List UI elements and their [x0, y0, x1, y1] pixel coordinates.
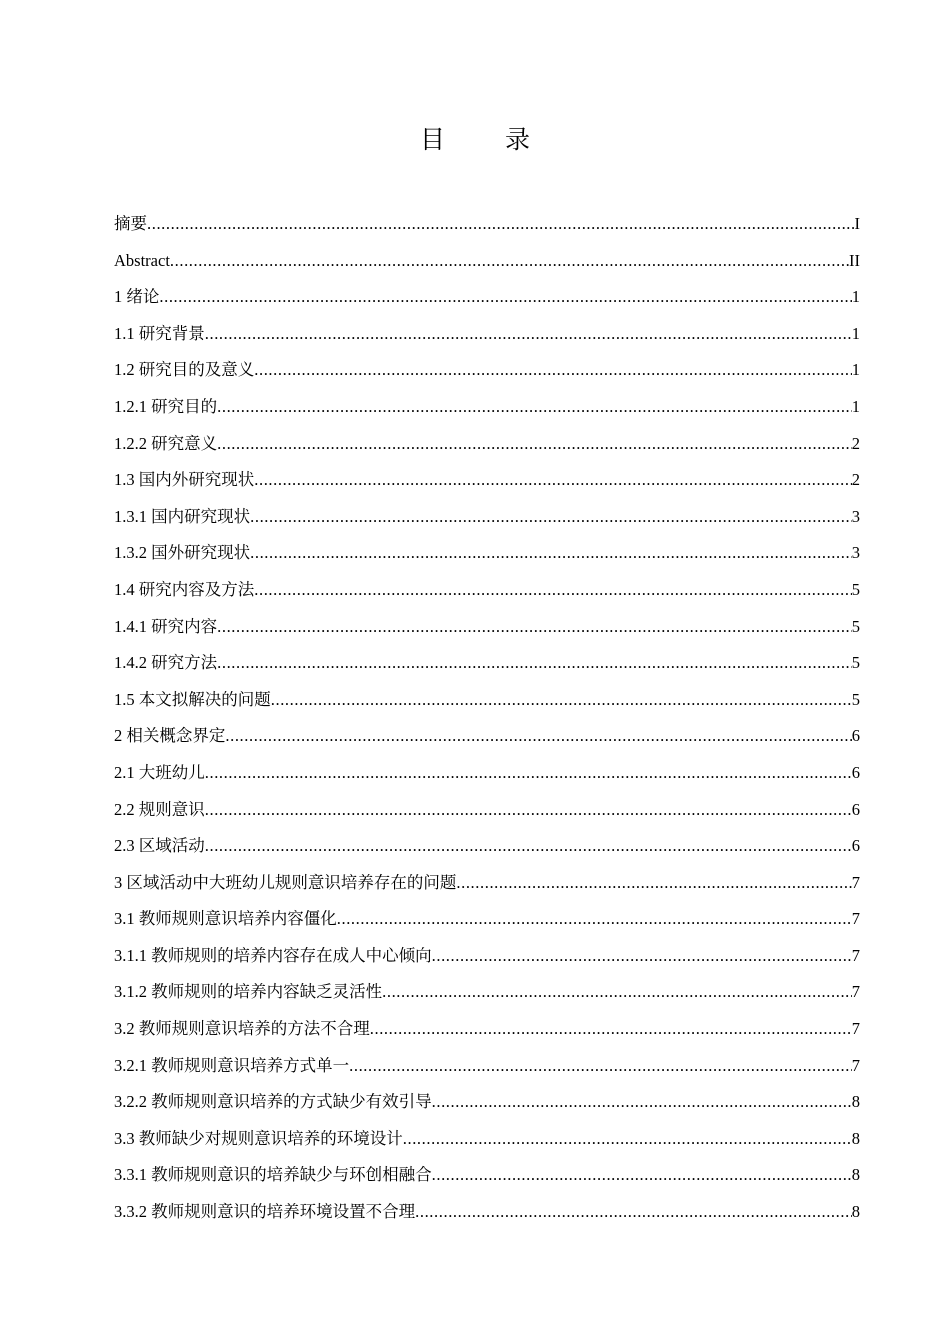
toc-entry-page-number: 2	[851, 470, 860, 490]
toc-dot-leader	[432, 1157, 852, 1194]
toc-entry-page-number: 1	[851, 360, 860, 380]
toc-entry-label: 1.1 研究背景	[114, 323, 205, 343]
toc-entry[interactable]	[114, 462, 860, 499]
toc-entry-label: 3.2.2 教师规则意识培养的方式缺少有效引导	[114, 1092, 432, 1112]
toc-entry-label: 3.1.2 教师规则的培养内容缺乏灵活性	[114, 982, 383, 1002]
toc-dot-leader	[432, 1084, 852, 1121]
toc-entry[interactable]	[114, 316, 860, 353]
toc-dot-leader	[337, 901, 852, 938]
toc-entry[interactable]	[114, 974, 860, 1011]
toc-entry-page-number: 1	[851, 396, 860, 416]
toc-entry-page-number: 2	[851, 433, 860, 453]
toc-dot-leader	[205, 792, 852, 829]
toc-entry-page-number: 7	[851, 945, 860, 965]
toc-entry-label: 3.3.2 教师规则意识的培养环境设置不合理	[114, 1202, 416, 1222]
toc-entry-page-number: I	[854, 214, 860, 233]
toc-entry-label: 3.1.1 教师规则的培养内容存在成人中心倾向	[114, 945, 432, 965]
toc-entry-page-number: 8	[851, 1128, 860, 1148]
toc-dot-leader	[205, 316, 852, 353]
toc-entry[interactable]	[114, 1084, 860, 1121]
toc-dot-leader	[217, 609, 852, 646]
toc-dot-leader	[250, 499, 852, 536]
toc-entry-label: 3 区域活动中大班幼儿规则意识培养存在的问题	[114, 872, 457, 892]
toc-entry-page-number: 8	[851, 1202, 860, 1222]
toc-dot-leader	[415, 1194, 852, 1231]
toc-entry-label: 1.4.2 研究方法	[114, 653, 218, 673]
toc-entry-label: 1.5 本文拟解决的问题	[114, 689, 271, 709]
toc-entry-page-number: 1	[851, 287, 860, 307]
toc-entry-label: 3.2 教师规则意识培养的方法不合理	[114, 1019, 370, 1039]
toc-dot-leader	[254, 572, 852, 609]
toc-entry[interactable]	[114, 865, 860, 902]
toc-dot-leader	[432, 938, 852, 975]
toc-dot-leader	[456, 865, 851, 902]
toc-dot-leader	[250, 535, 852, 572]
toc-entry-page-number: 6	[851, 836, 860, 856]
toc-entry-label: 1.2 研究目的及意义	[114, 360, 255, 380]
toc-entry[interactable]	[114, 828, 860, 865]
toc-entry-label: 1 绪论	[114, 287, 160, 307]
toc-entry-page-number: 7	[851, 909, 860, 929]
toc-entry-page-number: 8	[851, 1165, 860, 1185]
toc-dot-leader	[370, 1011, 852, 1048]
toc-entry-label: 2.1 大班幼儿	[114, 762, 205, 782]
toc-entry-label: 1.3 国内外研究现状	[114, 470, 255, 490]
toc-entry[interactable]	[114, 755, 860, 792]
toc-entry-label: 3.3 教师缺少对规则意识培养的环境设计	[114, 1128, 403, 1148]
toc-entry-label: 1.3.2 国外研究现状	[114, 543, 251, 563]
toc-entry-label: 2.3 区域活动	[114, 836, 205, 856]
toc-entry-label: Abstract	[114, 250, 170, 270]
toc-entry-page-number: 7	[851, 1019, 860, 1039]
toc-entry[interactable]	[114, 352, 860, 389]
toc-dot-leader	[225, 718, 851, 755]
toc-dot-leader	[170, 243, 849, 280]
toc-entry-page-number: 5	[851, 653, 860, 673]
toc-entry[interactable]	[114, 279, 860, 316]
toc-entry-label: 1.2.1 研究目的	[114, 396, 218, 416]
toc-entry[interactable]	[114, 792, 860, 829]
toc-entry-label: 1.2.2 研究意义	[114, 433, 218, 453]
toc-entry-page-number: 6	[851, 726, 860, 746]
toc-entry[interactable]	[114, 535, 860, 572]
toc-dot-leader	[403, 1121, 852, 1158]
toc-entry-page-number: 5	[851, 579, 860, 599]
toc-entry[interactable]	[114, 1157, 860, 1194]
toc-dot-leader	[205, 755, 852, 792]
toc-entry-page-number: 7	[851, 872, 860, 892]
toc-entry-label: 摘要	[114, 214, 147, 233]
toc-entry[interactable]	[114, 609, 860, 646]
toc-dot-leader	[217, 426, 852, 463]
toc-entry-label: 3.1 教师规则意识培养内容僵化	[114, 909, 337, 929]
toc-entry[interactable]	[114, 1121, 860, 1158]
toc-entry-label: 3.2.1 教师规则意识培养方式单一	[114, 1055, 350, 1075]
toc-entry-page-number: 3	[851, 543, 860, 563]
toc-entry-page-number: 7	[851, 982, 860, 1002]
toc-entry[interactable]	[114, 1011, 860, 1048]
toc-entry-label: 2 相关概念界定	[114, 726, 226, 746]
toc-entry[interactable]	[114, 206, 860, 243]
toc-entry-label: 3.3.1 教师规则意识的培养缺少与环创相融合	[114, 1165, 432, 1185]
toc-dot-leader	[205, 828, 852, 865]
toc-dot-leader	[254, 352, 852, 389]
table-of-contents	[114, 206, 860, 1231]
toc-entry[interactable]	[114, 938, 860, 975]
toc-dot-leader	[254, 462, 852, 499]
toc-entry[interactable]	[114, 426, 860, 463]
toc-dot-leader	[382, 974, 852, 1011]
toc-entry-page-number: 5	[851, 689, 860, 709]
toc-entry-page-number: 7	[851, 1055, 860, 1075]
toc-dot-leader	[159, 279, 851, 316]
toc-dot-leader	[217, 645, 852, 682]
toc-entry[interactable]	[114, 389, 860, 426]
toc-entry-label: 2.2 规则意识	[114, 799, 205, 819]
toc-entry[interactable]	[114, 243, 860, 280]
toc-entry[interactable]	[114, 499, 860, 536]
toc-entry-page-number: 3	[851, 506, 860, 526]
toc-entry-label: 1.4.1 研究内容	[114, 616, 218, 636]
toc-dot-leader	[271, 682, 852, 719]
toc-entry-page-number: 6	[851, 799, 860, 819]
toc-entry[interactable]	[114, 682, 860, 719]
toc-entry[interactable]	[114, 572, 860, 609]
toc-entry[interactable]	[114, 1194, 860, 1231]
toc-entry[interactable]	[114, 718, 860, 755]
toc-dot-leader	[147, 206, 855, 243]
toc-entry-page-number: 1	[851, 323, 860, 343]
toc-entry-page-number: 5	[851, 616, 860, 636]
toc-entry[interactable]	[114, 901, 860, 938]
page-title: 目 录	[420, 125, 556, 154]
toc-entry-page-number: II	[849, 250, 860, 270]
toc-entry-page-number: 8	[851, 1092, 860, 1112]
toc-entry[interactable]	[114, 1048, 860, 1085]
toc-entry[interactable]	[114, 645, 860, 682]
toc-entry-page-number: 6	[851, 762, 860, 782]
toc-dot-leader	[349, 1048, 852, 1085]
toc-entry-label: 1.3.1 国内研究现状	[114, 506, 251, 526]
toc-entry-label: 1.4 研究内容及方法	[114, 579, 255, 599]
toc-dot-leader	[217, 389, 852, 426]
